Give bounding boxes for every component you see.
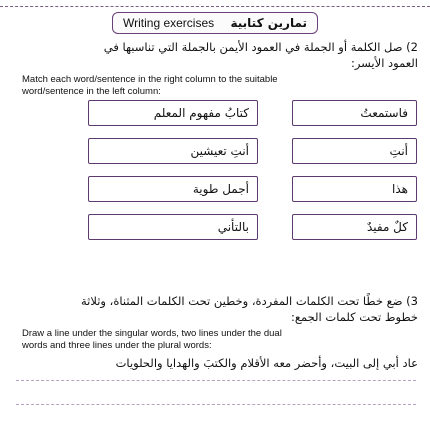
- exercise3-number: 3): [406, 294, 418, 308]
- left-box-4-text: بالتأني: [217, 220, 249, 234]
- right-box-1-text: فاستمعتُ: [360, 106, 408, 120]
- answer-line-1: [16, 380, 416, 381]
- left-box-3-text: أجمل طوية: [192, 182, 249, 196]
- right-box-4-text: كلٌ مفيدٌ: [366, 220, 408, 234]
- right-box-3[interactable]: [292, 176, 417, 202]
- left-box-3[interactable]: [88, 176, 258, 202]
- section-header: [112, 12, 318, 34]
- exercise2-number: 2): [406, 40, 418, 54]
- exercise2-arabic-line1: [12, 40, 418, 54]
- header-english: Writing exercises: [123, 16, 215, 30]
- exercise3-arabic-text1: ضع خطًا تحت الكلمات المفردة، وخطين تحت الكلمات المثناة، وثلاثة: [80, 294, 403, 308]
- top-dashed-rule: [0, 0, 430, 7]
- right-box-2[interactable]: [292, 138, 417, 164]
- header-arabic: تمارين كتابية: [230, 16, 307, 30]
- exercise3-english-line1: Draw a line under the singular words, two lines under the dual: [22, 328, 282, 339]
- right-box-1[interactable]: [292, 100, 417, 126]
- right-box-3-text: هذا: [392, 182, 408, 196]
- exercise2-english-line2: word/sentence in the left column:: [22, 86, 161, 97]
- left-box-2[interactable]: [88, 138, 258, 164]
- right-box-2-text: أنتِ: [389, 144, 408, 158]
- exercise2-english-line1: Match each word/sentence in the right column to the suitable: [22, 74, 278, 85]
- answer-line-2: [16, 404, 416, 405]
- left-box-4[interactable]: [88, 214, 258, 240]
- exercise3-arabic-line1: [12, 294, 418, 308]
- right-box-4[interactable]: [292, 214, 417, 240]
- left-box-1[interactable]: [88, 100, 258, 126]
- exercise2-arabic-text1: صل الكلمة أو الجملة في العمود الأيمن بالجملة التي تناسبها في: [103, 40, 403, 54]
- exercise3-arabic-line2: خطوط تحت كلمات الجمع:: [290, 310, 418, 324]
- left-box-2-text: أنتِ تعيشين: [190, 144, 249, 158]
- exercise3-english-line2: words and three lines under the plural words:: [22, 340, 212, 351]
- left-box-1-text: كتابُ مفهوم المعلم: [153, 106, 249, 120]
- exercise2-arabic-line2: العمود الأيسر:: [350, 56, 418, 70]
- exercise3-sentence: عاد أبي إلى البيت، وأحضر معه الأقلام والكتبَ والهدايا والحلويات: [115, 356, 418, 370]
